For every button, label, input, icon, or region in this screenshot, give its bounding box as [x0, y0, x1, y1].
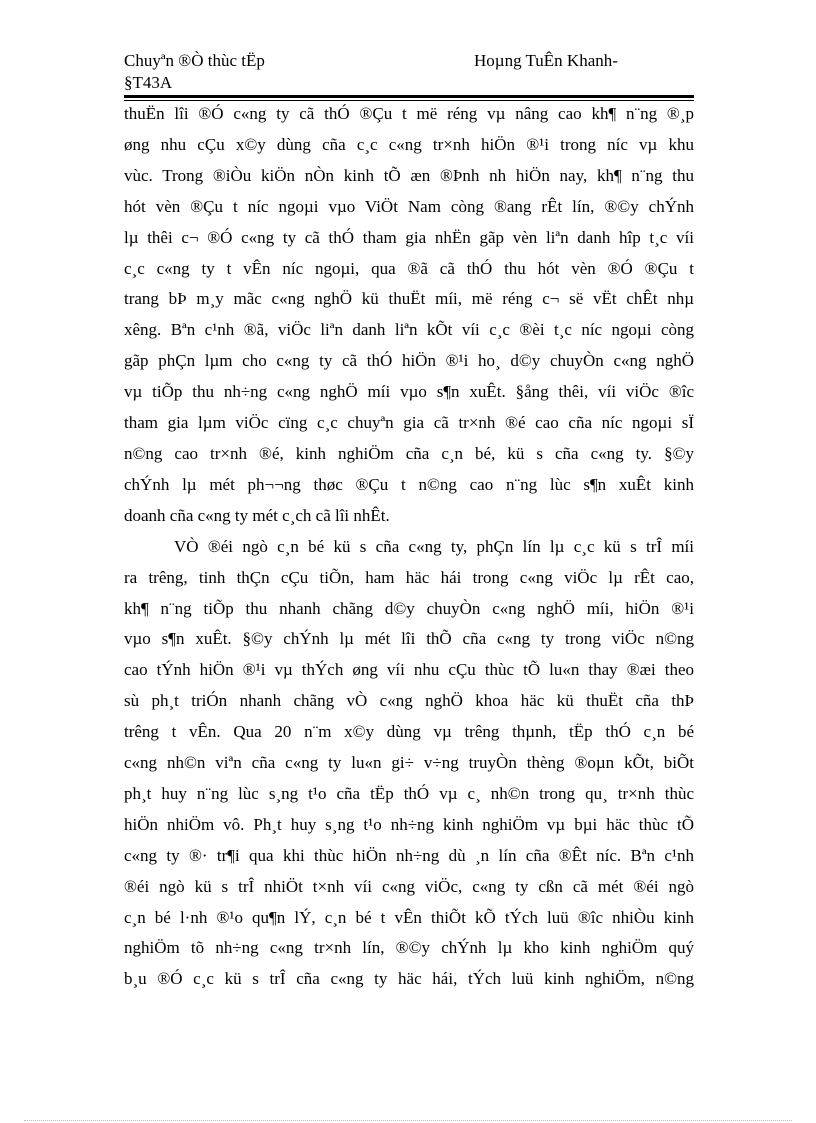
paragraph-1-line: hót vèn ®Çu t níc ngoµi vµo ViÖt Nam còng ®ang rÊt lín, ®©y chÝnh: [124, 196, 694, 216]
paragraph-1-line: doanh cña c«ng ty mét c¸ch cã lîi nhÊt.: [124, 505, 390, 525]
paragraph-2-line: c«ng nh©n viªn cña c«ng ty lu«n gi÷ v÷ng truyÒn thèng ®oµn kÕt, biÕt: [124, 753, 694, 773]
paragraph-2-line: c«ng ty ®· tr¶i qua khi thùc hiÖn nh÷ng dù ¸n lín cña ®Êt níc. Bªn c¹nh: [124, 845, 694, 865]
paragraph-2-line: ph¸t huy n¨ng lùc s¸ng t¹o cña tËp thÓ vµ c¸ nh©n trong qu¸ tr×nh thùc: [124, 783, 694, 803]
paragraph-2-line: c¸n bé l·nh ®¹o qu¶n lÝ, c¸n bé t vÊn thiÕt kÕ tÝch luü ®îc nhiÒu kinh: [124, 907, 694, 927]
header-title: Chuyªn ®Ò thùc tËp: [124, 51, 265, 70]
paragraph-2-line: hiÖn nhiÖm vô. Ph¸t huy s¸ng t¹o nh÷ng kinh nghiÖm vµ bµi häc thùc tÕ: [124, 814, 694, 834]
header-class-code: §T43A: [124, 73, 173, 92]
paragraph-1-line: thuËn lîi ®Ó c«ng ty cã thÓ ®Çu t më réng vµ nâng cao kh¶ n¨ng ®¸p: [124, 104, 694, 123]
paragraph-1-line: n©ng cao tr×nh ®é, kinh nghiÖm cña c¸n bé, kü s cña c«ng ty. §©y: [124, 443, 694, 463]
paragraph-1-line: øng nhu cÇu x©y dùng cña c¸c c«ng tr×nh hiÖn ®¹i trong níc vµ khu: [124, 134, 694, 154]
paragraph-1-line: vµ tiÕp thu nh÷ng c«ng nghÖ míi vµo s¶n xuÊt. §ång thêi, víi viÖc ®îc: [124, 382, 694, 402]
paragraph-2-line: cao tÝnh hiÖn ®¹i vµ thÝch øng víi nhu cÇu thùc tÕ lu«n thay ®æi theo: [124, 660, 694, 680]
paragraph-1-line: chÝnh lµ mét ph¬¬ng thøc ®Çu t n©ng cao n¨ng lùc s¶n xuÊt kinh: [124, 474, 694, 494]
page-bottom-border: [24, 1120, 792, 1121]
paragraph-2-line: b¸u ®Ó c¸c kü s trÎ cña c«ng ty häc hái, tÝch luü kinh nghiÖm, n©ng: [124, 969, 694, 989]
header-author: Hoµng TuÊn Khanh-: [474, 51, 618, 70]
paragraph-1-line: xêng. Bªn c¹nh ®ã, viÖc liªn danh liªn kÕt víi c¸c ®èi t¸c níc ngoµi còng: [124, 320, 694, 340]
paragraph-2-line: trêng t vÊn. Qua 20 n¨m x©y dùng vµ trêng thµnh, tËp thÓ c¸n bé: [124, 722, 694, 742]
paragraph-2-line: sù ph¸t triÓn nhanh chãng vÒ c«ng nghÖ khoa häc kü thuËt cña thÞ: [124, 691, 694, 711]
paragraph-2-line: kh¶ n¨ng tiÕp thu nhanh chãng d©y chuyÒn c«ng nghÖ míi, hiÖn ®¹i: [124, 598, 694, 618]
paragraph-2-line: vµo s¶n xuÊt. §©y chÝnh lµ mét lîi thÕ cña c«ng ty trong viÖc n©ng: [124, 629, 694, 649]
paragraph-1-line: lµ thêi c¬ ®Ó c«ng ty cã thÓ tham gia nhËn gãp vèn liªn danh hîp t¸c víi: [124, 227, 694, 247]
paragraph-1-line: tham gia lµm viÖc cïng c¸c chuyªn gia cã tr×nh ®é cao cña níc ngoµi sÏ: [124, 413, 694, 433]
paragraph-1-line: trang bÞ m¸y mãc c«ng nghÖ kü thuËt míi, më réng c¬ së vËt chÊt nhµ: [124, 289, 694, 309]
page-header: [124, 48, 696, 96]
paragraph-2-line: ra trêng, tinh thÇn cÇu tiÕn, ham häc hái trong c«ng viÖc lµ rÊt cao,: [124, 567, 694, 587]
paragraph-2-line: nghiÖm tõ nh÷ng c«ng tr×nh lín, ®©y chÝnh lµ kho kinh nghiÖm quý: [124, 938, 694, 958]
paragraph-1-line: vùc. Trong ®iÒu kiÖn nÒn kinh tÕ æn ®Þnh nh hiÖn nay, kh¶ n¨ng thu: [124, 165, 694, 185]
header-rule-thick: [124, 95, 694, 98]
paragraph-2-line: ®éi ngò kü s trÎ nhiÖt t×nh víi c«ng viÖc, c«ng ty cßn cã mét ®éi ngò: [124, 876, 694, 896]
paragraph-1-line: gãp phÇn lµm cho c«ng ty cã thÓ hiÖn ®¹i ho¸ d©y chuyÒn c«ng nghÖ: [124, 351, 694, 371]
paragraph-2-line: VÒ ®éi ngò c¸n bé kü s cña c«ng ty, phÇn lín lµ c¸c kü s trÎ míi: [174, 536, 694, 556]
paragraph-1-line: c¸c c«ng ty t vÊn níc ngoµi, qua ®ã cã thÓ thu hót vèn ®Ó ®Çu t: [124, 258, 694, 278]
document-body: [124, 99, 694, 995]
